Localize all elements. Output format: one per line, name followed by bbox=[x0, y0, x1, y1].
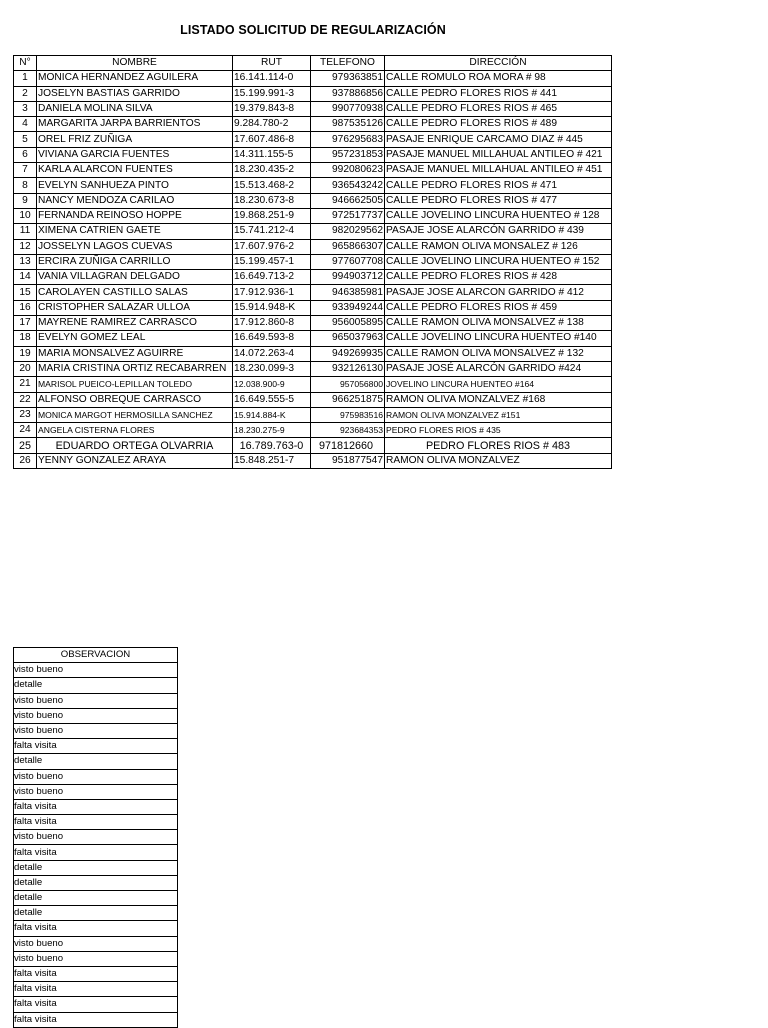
row-telefono: 946385981 bbox=[311, 285, 385, 300]
observacion-row bbox=[14, 951, 178, 966]
row-nombre: MONICA HERNANDEZ AGUILERA bbox=[37, 71, 233, 86]
row-telefono: 937886856 bbox=[311, 86, 385, 101]
observacion-value: falta visita bbox=[14, 799, 178, 814]
row-direccion: PEDRO FLORES RIOS # 435 bbox=[385, 423, 612, 438]
row-direccion: CALLE RAMON OLIVA MONSALVEZ # 132 bbox=[385, 346, 612, 361]
row-direccion: CALLE PEDRO FLORES RIOS # 428 bbox=[385, 270, 612, 285]
table-row bbox=[14, 331, 612, 346]
row-direccion: PASAJE JOSE ALARCON GARRIDO # 412 bbox=[385, 285, 612, 300]
table-row bbox=[14, 163, 612, 178]
row-number: 14 bbox=[14, 270, 37, 285]
row-number: 11 bbox=[14, 224, 37, 239]
row-number: 6 bbox=[14, 147, 37, 162]
observacion-value: detalle bbox=[14, 906, 178, 921]
observacion-value: falta visita bbox=[14, 815, 178, 830]
row-rut: 14.311.155-5 bbox=[233, 147, 311, 162]
table-row bbox=[14, 438, 612, 453]
table-row bbox=[14, 361, 612, 376]
row-rut: 15.914.948-K bbox=[233, 300, 311, 315]
row-rut: 17.607.486-8 bbox=[233, 132, 311, 147]
row-number: 19 bbox=[14, 346, 37, 361]
row-number: 16 bbox=[14, 300, 37, 315]
table-row bbox=[14, 377, 612, 392]
row-nombre: YENNY GONZALEZ ARAYA bbox=[37, 453, 233, 468]
table-row bbox=[14, 71, 612, 86]
table-row bbox=[14, 254, 612, 269]
row-number: 25 bbox=[14, 438, 37, 453]
observacion-row bbox=[14, 663, 178, 678]
row-rut: 16.789.763-0 bbox=[233, 438, 311, 453]
observacion-value: visto bueno bbox=[14, 663, 178, 678]
row-number: 5 bbox=[14, 132, 37, 147]
row-nombre: MARGARITA JARPA BARRIENTOS bbox=[37, 117, 233, 132]
table-row bbox=[14, 407, 612, 422]
observacion-row bbox=[14, 936, 178, 951]
row-direccion: CALLE JOVELINO LINCURA HUENTEO #140 bbox=[385, 331, 612, 346]
row-nombre: VANIA VILLAGRAN DELGADO bbox=[37, 270, 233, 285]
row-direccion: RAMON OLIVA MONZALVEZ #151 bbox=[385, 407, 612, 422]
observacion-row bbox=[14, 693, 178, 708]
row-number: 1 bbox=[14, 71, 37, 86]
row-rut: 15.741.212-4 bbox=[233, 224, 311, 239]
table-row bbox=[14, 392, 612, 407]
observacion-table bbox=[13, 647, 178, 1028]
row-nombre: ALFONSO OBREQUE CARRASCO bbox=[37, 392, 233, 407]
row-number: 24 bbox=[14, 423, 37, 438]
table-row bbox=[14, 193, 612, 208]
row-rut: 19.379.843-8 bbox=[233, 101, 311, 116]
applicants-table bbox=[13, 55, 612, 469]
observacion-row bbox=[14, 815, 178, 830]
observacion-row bbox=[14, 769, 178, 784]
row-nombre: MARIA CRISTINA ORTIZ RECABARREN bbox=[37, 361, 233, 376]
observacion-row bbox=[14, 784, 178, 799]
observacion-value: detalle bbox=[14, 891, 178, 906]
observacion-value: detalle bbox=[14, 875, 178, 890]
row-number: 2 bbox=[14, 86, 37, 101]
row-telefono: 971812660 bbox=[311, 438, 385, 453]
row-rut: 9.284.780-2 bbox=[233, 117, 311, 132]
row-telefono: 982029562 bbox=[311, 224, 385, 239]
row-direccion: CALLE PEDRO FLORES RIOS # 489 bbox=[385, 117, 612, 132]
observacion-value: falta visita bbox=[14, 921, 178, 936]
row-direccion: PASAJE JOSÉ ALARCÓN GARRIDO #424 bbox=[385, 361, 612, 376]
observacion-value: visto bueno bbox=[14, 784, 178, 799]
row-direccion: CALLE PEDRO FLORES RIOS # 471 bbox=[385, 178, 612, 193]
observacion-value: visto bueno bbox=[14, 723, 178, 738]
row-nombre: VIVIANA GARCIA FUENTES bbox=[37, 147, 233, 162]
row-nombre: JOSSELYN LAGOS CUEVAS bbox=[37, 239, 233, 254]
row-telefono: 979363851 bbox=[311, 71, 385, 86]
row-number: 3 bbox=[14, 101, 37, 116]
column-header-number: N° bbox=[14, 56, 37, 71]
row-direccion: CALLE PEDRO FLORES RIOS # 459 bbox=[385, 300, 612, 315]
observacion-row bbox=[14, 982, 178, 997]
row-number: 26 bbox=[14, 453, 37, 468]
row-rut: 16.649.555-5 bbox=[233, 392, 311, 407]
row-telefono: 994903712 bbox=[311, 270, 385, 285]
observacion-row bbox=[14, 845, 178, 860]
row-direccion: CALLE PEDRO FLORES RIOS # 441 bbox=[385, 86, 612, 101]
row-rut: 17.607.976-2 bbox=[233, 239, 311, 254]
row-telefono: 932126130 bbox=[311, 361, 385, 376]
row-nombre: MONICA MARGOT HERMOSILLA SANCHEZ bbox=[37, 407, 233, 422]
row-telefono: 965037963 bbox=[311, 331, 385, 346]
table-row bbox=[14, 316, 612, 331]
row-number: 21 bbox=[14, 377, 37, 392]
row-direccion: PASAJE ENRIQUE CARCAMO DIAZ # 445 bbox=[385, 132, 612, 147]
observacion-row bbox=[14, 799, 178, 814]
row-direccion: PASAJE MANUEL MILLAHUAL ANTILEO # 421 bbox=[385, 147, 612, 162]
observacion-value: visto bueno bbox=[14, 769, 178, 784]
row-nombre: JOSELYN BASTIAS GARRIDO bbox=[37, 86, 233, 101]
table-row bbox=[14, 346, 612, 361]
observacion-row bbox=[14, 860, 178, 875]
row-nombre: FERNANDA REINOSO HOPPE bbox=[37, 208, 233, 223]
observacion-value: visto bueno bbox=[14, 693, 178, 708]
row-rut: 15.848.251-7 bbox=[233, 453, 311, 468]
observacion-value: falta visita bbox=[14, 739, 178, 754]
row-telefono: 976295683 bbox=[311, 132, 385, 147]
row-direccion: PASAJE MANUEL MILLAHUAL ANTILEO # 451 bbox=[385, 163, 612, 178]
observacion-row bbox=[14, 723, 178, 738]
row-number: 7 bbox=[14, 163, 37, 178]
row-telefono: 977607708 bbox=[311, 254, 385, 269]
row-telefono: 951877547 bbox=[311, 453, 385, 468]
observacion-row bbox=[14, 830, 178, 845]
observacion-header-row bbox=[14, 648, 178, 663]
observacion-value: falta visita bbox=[14, 966, 178, 981]
column-header-telefono: TELEFONO bbox=[311, 56, 385, 71]
observacion-row bbox=[14, 921, 178, 936]
row-direccion: CALLE JOVELINO LINCURA HUENTEO # 128 bbox=[385, 208, 612, 223]
row-rut: 15.513.468-2 bbox=[233, 178, 311, 193]
row-direccion: CALLE PEDRO FLORES RIOS # 465 bbox=[385, 101, 612, 116]
row-rut: 15.199.457-1 bbox=[233, 254, 311, 269]
column-header-rut: RUT bbox=[233, 56, 311, 71]
row-rut: 16.649.593-8 bbox=[233, 331, 311, 346]
observacion-value: falta visita bbox=[14, 845, 178, 860]
observacion-row bbox=[14, 891, 178, 906]
observacion-value: falta visita bbox=[14, 982, 178, 997]
row-number: 12 bbox=[14, 239, 37, 254]
row-number: 8 bbox=[14, 178, 37, 193]
table-row bbox=[14, 285, 612, 300]
row-nombre: KARLA ALARCON FUENTES bbox=[37, 163, 233, 178]
table-row bbox=[14, 147, 612, 162]
table-row bbox=[14, 86, 612, 101]
observacion-value: falta visita bbox=[14, 1012, 178, 1027]
row-telefono: 990770938 bbox=[311, 101, 385, 116]
row-number: 22 bbox=[14, 392, 37, 407]
row-direccion: PASAJE JOSE ALARCÓN GARRIDO # 439 bbox=[385, 224, 612, 239]
row-nombre: MARIA MONSALVEZ AGUIRRE bbox=[37, 346, 233, 361]
row-rut: 18.230.099-3 bbox=[233, 361, 311, 376]
row-nombre: CAROLAYEN CASTILLO SALAS bbox=[37, 285, 233, 300]
observacion-value: falta visita bbox=[14, 997, 178, 1012]
row-rut: 12.038.900-9 bbox=[233, 377, 311, 392]
column-header-nombre: NOMBRE bbox=[37, 56, 233, 71]
row-nombre: EDUARDO ORTEGA OLVARRIA bbox=[37, 438, 233, 453]
row-telefono: 957056800 bbox=[311, 377, 385, 392]
row-rut: 14.072.263-4 bbox=[233, 346, 311, 361]
row-direccion: CALLE PEDRO FLORES RIOS # 477 bbox=[385, 193, 612, 208]
table-row bbox=[14, 239, 612, 254]
row-telefono: 992080623 bbox=[311, 163, 385, 178]
observacion-row bbox=[14, 966, 178, 981]
row-rut: 18.230.673-8 bbox=[233, 193, 311, 208]
row-direccion: RAMON OLIVA MONZALVEZ bbox=[385, 453, 612, 468]
row-nombre: ANGELA CISTERNA FLORES bbox=[37, 423, 233, 438]
row-nombre: XIMENA CATRIEN GAETE bbox=[37, 224, 233, 239]
table-header-row bbox=[14, 56, 612, 71]
row-telefono: 949269935 bbox=[311, 346, 385, 361]
row-number: 17 bbox=[14, 316, 37, 331]
row-direccion: JOVELINO LINCURA HUENTEO #164 bbox=[385, 377, 612, 392]
row-telefono: 936543242 bbox=[311, 178, 385, 193]
row-telefono: 946662505 bbox=[311, 193, 385, 208]
row-direccion: CALLE ROMULO ROA MORA # 98 bbox=[385, 71, 612, 86]
row-telefono: 956005895 bbox=[311, 316, 385, 331]
row-telefono: 957231853 bbox=[311, 147, 385, 162]
observacion-row bbox=[14, 875, 178, 890]
table-row bbox=[14, 270, 612, 285]
row-rut: 15.914.884-K bbox=[233, 407, 311, 422]
row-telefono: 965866307 bbox=[311, 239, 385, 254]
row-nombre: EVELYN GOMEZ LEAL bbox=[37, 331, 233, 346]
observacion-value: visto bueno bbox=[14, 830, 178, 845]
row-nombre: OREL FRIZ ZUÑIGA bbox=[37, 132, 233, 147]
observacion-row bbox=[14, 754, 178, 769]
observacion-value: detalle bbox=[14, 678, 178, 693]
row-telefono: 987535126 bbox=[311, 117, 385, 132]
observacion-value: detalle bbox=[14, 860, 178, 875]
row-direccion: CALLE RAMON OLIVA MONSALVEZ # 138 bbox=[385, 316, 612, 331]
row-number: 18 bbox=[14, 331, 37, 346]
table-row bbox=[14, 132, 612, 147]
table-row bbox=[14, 300, 612, 315]
row-rut: 19.868.251-9 bbox=[233, 208, 311, 223]
table-row bbox=[14, 178, 612, 193]
observacion-row bbox=[14, 708, 178, 723]
row-telefono: 923684353 bbox=[311, 423, 385, 438]
row-rut: 18.230.435-2 bbox=[233, 163, 311, 178]
observacion-header: OBSERVACION bbox=[14, 648, 178, 663]
row-telefono: 933949244 bbox=[311, 300, 385, 315]
row-number: 15 bbox=[14, 285, 37, 300]
observacion-row bbox=[14, 1012, 178, 1027]
observacion-value: visto bueno bbox=[14, 951, 178, 966]
table-row bbox=[14, 208, 612, 223]
table-row bbox=[14, 453, 612, 468]
observacion-value: visto bueno bbox=[14, 708, 178, 723]
table-row bbox=[14, 423, 612, 438]
observacion-row bbox=[14, 678, 178, 693]
table-row bbox=[14, 224, 612, 239]
observacion-value: visto bueno bbox=[14, 936, 178, 951]
observacion-row bbox=[14, 906, 178, 921]
row-rut: 18.230.275-9 bbox=[233, 423, 311, 438]
row-nombre: DANIELA MOLINA SILVA bbox=[37, 101, 233, 116]
table-row bbox=[14, 117, 612, 132]
row-nombre: CRISTOPHER SALAZAR ULLOA bbox=[37, 300, 233, 315]
row-nombre: MAYRENE RAMIREZ CARRASCO bbox=[37, 316, 233, 331]
row-number: 9 bbox=[14, 193, 37, 208]
row-telefono: 966251875 bbox=[311, 392, 385, 407]
row-nombre: NANCY MENDOZA CARILAO bbox=[37, 193, 233, 208]
row-number: 20 bbox=[14, 361, 37, 376]
row-nombre: EVELYN SANHUEZA PINTO bbox=[37, 178, 233, 193]
row-direccion: PEDRO FLORES RIOS # 483 bbox=[385, 438, 612, 453]
row-nombre: ERCIRA ZUÑIGA CARRILLO bbox=[37, 254, 233, 269]
row-rut: 15.199.991-3 bbox=[233, 86, 311, 101]
row-number: 10 bbox=[14, 208, 37, 223]
row-rut: 17.912.860-8 bbox=[233, 316, 311, 331]
page-title: LISTADO SOLICITUD DE REGULARIZACIÓN bbox=[180, 23, 446, 37]
observacion-row bbox=[14, 739, 178, 754]
row-rut: 16.141.114-0 bbox=[233, 71, 311, 86]
row-direccion: CALLE JOVELINO LINCURA HUENTEO # 152 bbox=[385, 254, 612, 269]
observacion-row bbox=[14, 997, 178, 1012]
row-number: 13 bbox=[14, 254, 37, 269]
row-nombre: MARISOL PUEICO-LEPILLAN TOLEDO bbox=[37, 377, 233, 392]
row-telefono: 975983516 bbox=[311, 407, 385, 422]
row-direccion: CALLE RAMON OLIVA MONSALEZ # 126 bbox=[385, 239, 612, 254]
column-header-direccion: DIRECCIÓN bbox=[385, 56, 612, 71]
row-direccion: RAMON OLIVA MONZALVEZ #168 bbox=[385, 392, 612, 407]
row-number: 23 bbox=[14, 407, 37, 422]
row-rut: 17.912.936-1 bbox=[233, 285, 311, 300]
row-telefono: 972517737 bbox=[311, 208, 385, 223]
observacion-value: detalle bbox=[14, 754, 178, 769]
row-number: 4 bbox=[14, 117, 37, 132]
row-rut: 16.649.713-2 bbox=[233, 270, 311, 285]
table-row bbox=[14, 101, 612, 116]
